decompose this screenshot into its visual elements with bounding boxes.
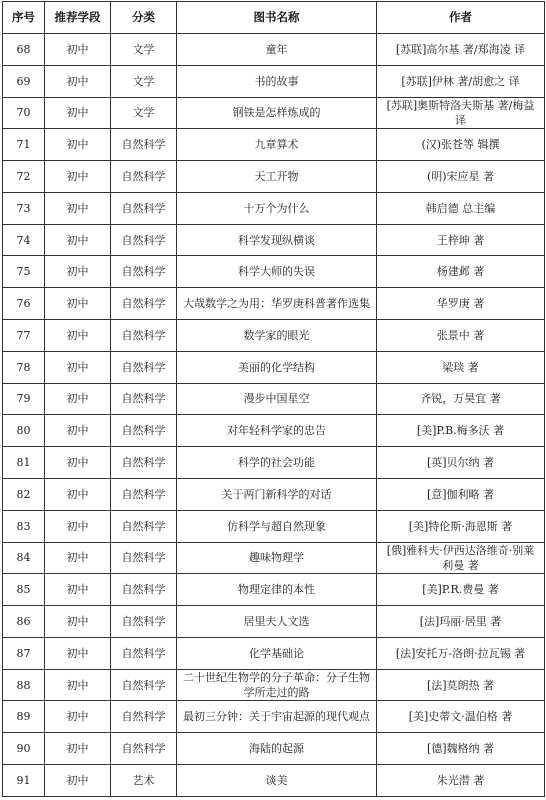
header-title: 图书名称 [177,2,377,34]
table-row [3,383,545,415]
cell-title: 化学基础论 [177,637,377,669]
cell-title: 钢铁是怎样炼成的 [177,97,377,129]
table-row [3,351,545,383]
cell-stage: 初中 [45,97,111,129]
cell-title: 趣味物理学 [177,542,377,574]
cell-stage: 初中 [45,701,111,733]
cell-no: 86 [3,606,45,638]
cell-category: 自然科学 [111,733,177,765]
cell-stage: 初中 [45,161,111,193]
cell-title: 居里夫人文选 [177,606,377,638]
table-row [3,256,545,288]
cell-no: 74 [3,224,45,256]
cell-category: 自然科学 [111,351,177,383]
cell-author: [美]特伦斯·海恩斯 著 [377,510,545,542]
cell-title: 对年轻科学家的忠告 [177,415,377,447]
cell-no: 72 [3,161,45,193]
cell-no: 81 [3,447,45,479]
table-row [3,34,545,66]
cell-author: 张景中 著 [377,320,545,352]
cell-no: 91 [3,764,45,796]
cell-category: 自然科学 [111,192,177,224]
cell-title: 谈美 [177,764,377,796]
cell-title: 关于两门新科学的对话 [177,478,377,510]
cell-category: 文学 [111,65,177,97]
cell-stage: 初中 [45,65,111,97]
cell-title: 美丽的化学结构 [177,351,377,383]
cell-author: 梁琰 著 [377,351,545,383]
header-row [3,2,545,34]
cell-category: 自然科学 [111,542,177,574]
cell-category: 自然科学 [111,478,177,510]
table-row [3,669,545,701]
cell-stage: 初中 [45,606,111,638]
cell-category: 自然科学 [111,288,177,320]
cell-category: 自然科学 [111,224,177,256]
cell-no: 70 [3,97,45,129]
header-no: 序号 [3,2,45,34]
table-row [3,637,545,669]
cell-author: [俄]雅科夫·伊西达洛维奇·别莱利曼 著 [377,542,545,574]
cell-category: 文学 [111,97,177,129]
cell-category: 自然科学 [111,510,177,542]
cell-title: 漫步中国星空 [177,383,377,415]
cell-no: 77 [3,320,45,352]
cell-stage: 初中 [45,383,111,415]
cell-no: 89 [3,701,45,733]
table-row [3,224,545,256]
cell-stage: 初中 [45,510,111,542]
cell-no: 87 [3,637,45,669]
cell-title: 科学大师的失误 [177,256,377,288]
cell-author: [苏联]高尔基 著/郑海凌 译 [377,34,545,66]
cell-stage: 初中 [45,447,111,479]
cell-author: [德]魏格纳 著 [377,733,545,765]
header-category: 分类 [111,2,177,34]
cell-author: [苏联]奥斯特洛夫斯基 著/梅益 译 [377,97,545,129]
cell-stage: 初中 [45,669,111,701]
table-row [3,129,545,161]
cell-category: 自然科学 [111,574,177,606]
header-author: 作者 [377,2,545,34]
table-row [3,542,545,574]
cell-no: 78 [3,351,45,383]
cell-author: (汉)张苍等 辑撰 [377,129,545,161]
cell-title: 物理定律的本性 [177,574,377,606]
cell-category: 自然科学 [111,415,177,447]
cell-author: 王梓坤 著 [377,224,545,256]
cell-no: 82 [3,478,45,510]
cell-no: 73 [3,192,45,224]
cell-stage: 初中 [45,764,111,796]
table-row [3,447,545,479]
header-stage: 推荐学段 [45,2,111,34]
cell-author: 韩启德 总主编 [377,192,545,224]
cell-no: 84 [3,542,45,574]
table-row [3,764,545,796]
table-row [3,478,545,510]
cell-category: 自然科学 [111,606,177,638]
cell-author: [美]P.B.梅多沃 著 [377,415,545,447]
table-row [3,701,545,733]
cell-title: 科学发现纵横谈 [177,224,377,256]
cell-no: 83 [3,510,45,542]
cell-category: 自然科学 [111,383,177,415]
cell-category: 文学 [111,34,177,66]
cell-stage: 初中 [45,542,111,574]
cell-stage: 初中 [45,192,111,224]
cell-no: 75 [3,256,45,288]
cell-no: 69 [3,65,45,97]
table-row [3,192,545,224]
table-row [3,606,545,638]
cell-no: 79 [3,383,45,415]
cell-category: 自然科学 [111,256,177,288]
cell-category: 自然科学 [111,701,177,733]
cell-category: 艺术 [111,764,177,796]
table-row [3,733,545,765]
cell-title: 仿科学与超自然现象 [177,510,377,542]
cell-title: 天工开物 [177,161,377,193]
cell-stage: 初中 [45,733,111,765]
table-row [3,288,545,320]
cell-stage: 初中 [45,288,111,320]
table-row [3,510,545,542]
cell-no: 80 [3,415,45,447]
cell-title: 大哉数学之为用：华罗庚科普著作选集 [177,288,377,320]
cell-category: 自然科学 [111,161,177,193]
cell-title: 最初三分钟：关于宇宙起源的现代观点 [177,701,377,733]
book-list-table [2,1,545,797]
cell-title: 九章算术 [177,129,377,161]
table-row [3,574,545,606]
cell-title: 十万个为什么 [177,192,377,224]
cell-title: 二十世纪生物学的分子革命：分子生物学所走过的路 [177,669,377,701]
cell-stage: 初中 [45,224,111,256]
cell-stage: 初中 [45,320,111,352]
cell-stage: 初中 [45,256,111,288]
cell-stage: 初中 [45,637,111,669]
cell-author: 华罗庚 著 [377,288,545,320]
cell-no: 71 [3,129,45,161]
cell-author: [法]玛丽·居里 著 [377,606,545,638]
cell-title: 数学家的眼光 [177,320,377,352]
cell-stage: 初中 [45,574,111,606]
cell-stage: 初中 [45,478,111,510]
cell-category: 自然科学 [111,320,177,352]
cell-author: [法]莫朗热 著 [377,669,545,701]
cell-stage: 初中 [45,129,111,161]
cell-stage: 初中 [45,351,111,383]
table-row [3,161,545,193]
cell-no: 88 [3,669,45,701]
cell-author: 朱光潜 著 [377,764,545,796]
cell-author: 杨建邺 著 [377,256,545,288]
cell-category: 自然科学 [111,669,177,701]
cell-title: 海陆的起源 [177,733,377,765]
cell-stage: 初中 [45,34,111,66]
cell-author: 齐锐，万昊宜 著 [377,383,545,415]
cell-category: 自然科学 [111,129,177,161]
table-row [3,65,545,97]
cell-author: [美]P.R.费曼 著 [377,574,545,606]
cell-author: [美]史蒂文·温伯格 著 [377,701,545,733]
cell-author: [苏联]伊林 著/胡愈之 译 [377,65,545,97]
cell-title: 书的故事 [177,65,377,97]
cell-author: (明)宋应星 著 [377,161,545,193]
cell-no: 90 [3,733,45,765]
cell-author: [法]安托万-洛朗·拉瓦锡 著 [377,637,545,669]
cell-author: [意]伽利略 著 [377,478,545,510]
cell-no: 68 [3,34,45,66]
cell-title: 科学的社会功能 [177,447,377,479]
table-row [3,97,545,129]
cell-category: 自然科学 [111,637,177,669]
cell-no: 76 [3,288,45,320]
cell-category: 自然科学 [111,447,177,479]
table-row [3,320,545,352]
table-row [3,415,545,447]
cell-stage: 初中 [45,415,111,447]
cell-no: 85 [3,574,45,606]
cell-author: [英]贝尔纳 著 [377,447,545,479]
cell-title: 童年 [177,34,377,66]
